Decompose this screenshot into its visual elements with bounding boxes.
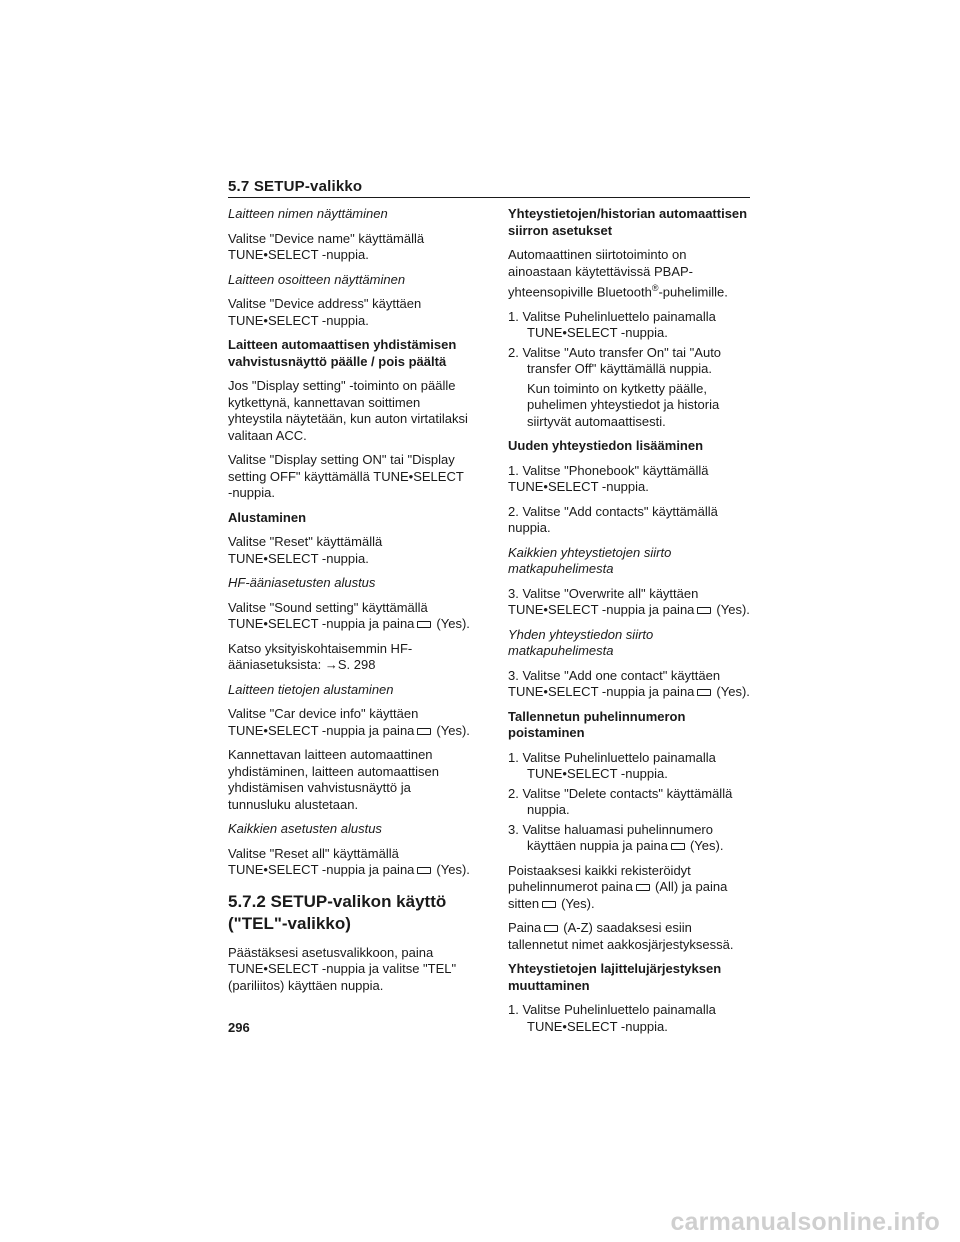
all-contacts-title: Kaikkien yhteystietojen siirto matkapuhelimesta (508, 544, 672, 577)
reset-all-text-a: Valitse "Reset all" käyttämällä TUNE•SELECT -nuppia ja paina (228, 845, 415, 877)
auto-connect-text-1: Jos "Display setting" -toiminto on päälle kytkettynä, kannettavan soittimen yhteystila näytetään, kun auton virtatilaksi valitaan ACC. (228, 378, 468, 443)
transfer-intro-a: Automaattinen siirtotoiminto on ainoastaan käytettävissä PBAP-yhteensopiville Bluetooth (508, 247, 693, 300)
delete-all-text-a: Poistaaksesi kaikki rekisteröidyt puhelinnumerot paina (508, 862, 691, 895)
az-text (508, 920, 750, 953)
car-info-text-b: (Yes). (436, 722, 470, 738)
watermark: carmanualsonline.info (670, 1208, 940, 1236)
new-contact-title: Uuden yhteystiedon lisääminen (508, 438, 704, 454)
new-contact-step-1: 1. Valitse "Phonebook" käyttämällä TUNE•SELECT -nuppia. (508, 462, 709, 495)
az-text-a: Paina (508, 920, 542, 936)
right-column (508, 206, 750, 1038)
delete-step-3-a: 3. Valitse haluamasi puhelinnumero käyttäen nuppia ja paina (508, 821, 713, 854)
one-contact-title: Yhden yhteystiedon siirto matkapuhelimesta (508, 626, 654, 659)
reset-title: Alustaminen (228, 509, 307, 525)
reset-all-text (228, 846, 470, 879)
delete-step-2: 2. Valitse "Delete contacts" käyttämällä nuppia. (508, 785, 733, 818)
one-contact-step-3-b: (Yes). (716, 684, 750, 700)
delete-step-3 (508, 822, 750, 855)
transfer-title: Yhteystietojen/historian automaattisen siirron asetukset (508, 206, 748, 238)
section-header (228, 178, 750, 198)
softkey-icon (544, 925, 558, 932)
softkey-icon (542, 901, 556, 908)
softkey-icon (417, 867, 431, 874)
softkey-icon (417, 621, 431, 628)
all-contacts-step-3-a: 3. Valitse "Overwrite all" käyttäen TUNE•SELECT -nuppia ja paina (508, 585, 699, 618)
reset-all-text-b: (Yes). (436, 862, 470, 877)
left-column (228, 206, 470, 1002)
one-contact-step-3-a: 3. Valitse "Add one contact" käyttäen TUNE•SELECT -nuppia ja paina (508, 667, 721, 700)
sort-step-1: 1. Valitse Puhelinluettelo painamalla TUNE•SELECT -nuppia. (508, 1002, 716, 1034)
softkey-icon (417, 728, 431, 735)
hf-reset-title: HF-ääniasetusten alustus (228, 575, 376, 590)
page-number: 296 (228, 1020, 250, 1035)
transfer-step-2: 2. Valitse "Auto transfer On" tai "Auto transfer Off" käyttämällä nuppia. (508, 344, 722, 377)
transfer-note: Kun toiminto on kytketty päälle, puhelimen yhteystiedot ja historia siirtyvät automaattisesti. (527, 380, 720, 429)
reset-text: Valitse "Reset" käyttämällä TUNE•SELECT -nuppia. (228, 534, 383, 566)
reset-all-title: Kaikkien asetusten alustus (228, 821, 382, 836)
hf-reset-more: Katso yksityiskohtaisemmin HF-ääniasetuksista: →S. 298 (228, 640, 413, 672)
az-text-b: (A-Z) saadaksesi esiin tallennetut nimet aakkosjärjestyksessä. (508, 920, 734, 952)
softkey-icon (697, 689, 711, 696)
delete-all-text-b: (All) ja paina sitten (508, 879, 728, 911)
section-text: Päästäksesi asetusvalikkoon, paina TUNE•SELECT -nuppia ja valitse "TEL" (pariliitos) käyttäen nuppia. (228, 944, 457, 993)
registered-mark: ® (651, 283, 659, 293)
all-contacts-step-3-b: (Yes). (716, 602, 750, 618)
delete-all-text-c: (Yes). (561, 895, 595, 911)
softkey-icon (671, 843, 685, 850)
all-contacts-step-3 (508, 586, 750, 619)
transfer-intro-b: -puhelimille. (658, 284, 728, 300)
car-info-more: Kannettavan laitteen automaattinen yhdistäminen, laitteen automaattisen yhdistämisen vahvistusnäyttö ja tunnusluku alustetaan. (228, 747, 440, 812)
delete-title: Tallennetun puhelinnumeron poistaminen (508, 708, 686, 741)
auto-connect-title: Laitteen automaattisen yhdistämisen vahvistusnäyttö päälle / pois päältä (228, 337, 457, 369)
delete-all-text (508, 863, 750, 913)
hf-reset-text (228, 600, 470, 633)
one-contact-step-3 (508, 668, 750, 701)
car-info-title: Laitteen tietojen alustaminen (228, 681, 394, 697)
car-info-text (228, 706, 470, 739)
device-name-text: Valitse "Device name" käyttämällä TUNE•SELECT -nuppia. (228, 230, 425, 262)
new-contact-step-2: 2. Valitse "Add contacts" käyttämällä nuppia. (508, 503, 718, 536)
device-name-title: Laitteen nimen näyttäminen (228, 206, 388, 221)
sort-title: Yhteystietojen lajittelujärjestyksen muuttaminen (508, 961, 722, 993)
device-address-title: Laitteen osoitteen näyttäminen (228, 271, 406, 287)
section-title: 5.7.2 SETUP-valikon käyttö ("TEL"-valikko) (228, 891, 447, 933)
delete-step-3-b: (Yes). (689, 838, 724, 854)
hf-reset-text-a: Valitse "Sound setting" käyttämällä TUNE•SELECT -nuppia ja paina (228, 599, 428, 631)
device-address-text: Valitse "Device address" käyttäen TUNE•SELECT -nuppia. (228, 296, 422, 328)
softkey-icon (697, 607, 711, 614)
delete-step-1: 1. Valitse Puhelinluettelo painamalla TUNE•SELECT -nuppia. (508, 749, 716, 782)
header-title: 5.7 SETUP-valikko (228, 178, 363, 195)
transfer-step-1: 1. Valitse Puhelinluettelo painamalla TUNE•SELECT -nuppia. (508, 308, 716, 341)
softkey-icon (636, 884, 650, 891)
auto-connect-text-2: Valitse "Display setting ON" tai "Display setting OFF" käyttämällä TUNE•SELECT -nuppia. (228, 452, 464, 500)
car-info-text-a: Valitse "Car device info" käyttäen TUNE•SELECT -nuppia ja paina (228, 706, 419, 738)
transfer-intro (508, 247, 750, 301)
hf-reset-text-b: (Yes). (436, 616, 470, 631)
